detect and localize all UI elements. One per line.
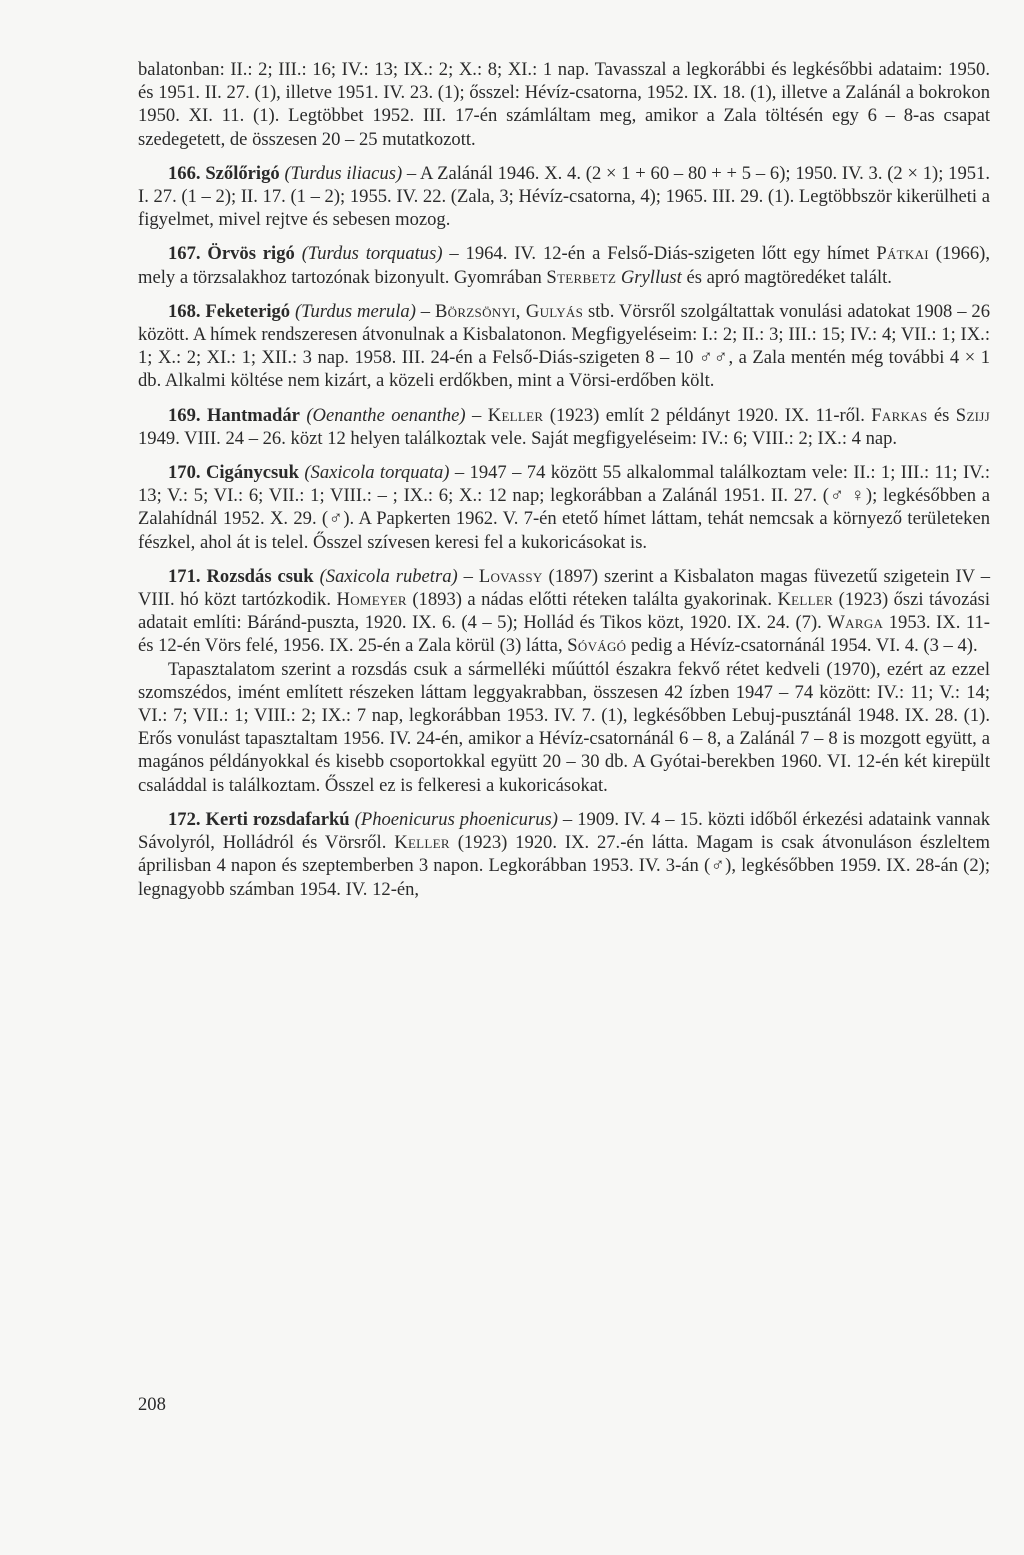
entry-text: – 1947 – 74 között 55 alkalommal találkoztam vele: II.: 1; III.: 11; IV.: 13; V.: 5; VI.: 6; VII.: 1; VIII.: – ; IX.: 6; X.: 12 nap; legkorábban a Zalánál 1951. II. 27. (♂ ♀); legkésőbben a Zalahídnál 1952. X. 29. (♂). A Papkerten 1962. V. 7-én etető hímet láttam, tehát nemcsak a környező területeken fészkel, ahol át is telel. Ősszel szívesen keresi fel a kukoricásokat is. xyxy=(138,462,991,553)
latin-name: (Turdus torquatus) xyxy=(301,243,443,265)
species-name: Cigánycsuk xyxy=(205,462,299,484)
author-name: Sóvágó xyxy=(567,635,627,657)
entry-text: és apró magtöredéket talált. xyxy=(681,266,892,288)
latin-term: Gryllust xyxy=(620,266,682,288)
latin-name: (Turdus merula) xyxy=(294,300,416,322)
entry-text: – 1909. IV. 4 – 15. közti időből érkezési adataink vannak Sávolyról, Holládról és Vörsről. xyxy=(138,808,990,854)
entry-text: (1966), mely a törzsalakhoz tartozónak bizonyult. Gyomrában xyxy=(138,243,990,288)
entry-text: – A Zalánál 1946. X. 4. (2 × 1 + 60 – 80 + + 5 – 6); 1950. IV. 3. (2 × 1); 1951. I. 27. (1 – 2); II. 17. (1 – 2); 1955. IV. 22. (Zala, 3; Hévíz-csatorna, 4); 1965. III. 29. (1). Legtöbbször kikerülheti a figyelmet, mivel rejtve és sebesen mozog. xyxy=(138,162,990,231)
entry-168 xyxy=(138,300,990,393)
author-name: Börzsönyi, Gulyás xyxy=(434,300,584,322)
entry-text: stb. Vörsről szolgáltattak vonulási adatokat 1908 – 26 között. A hímek rendszeresen átvonulnak a Kisbalatonon. Megfigyeléseim: I.: 2; II.: 3; III.: 15; IV.: 4; VII.: 1; IX.: 1; X.: 2; XI.: 1; XII.: 3 nap. 1958. III. 24-én a Felső-Diás-szigeten 8 – 10 ♂♂, a Zala mentén még további 4 × 1 db. Alkalmi költése nem kizárt, a közeli erdőkben, mint a Vörsi-erdőben költ. xyxy=(138,300,990,392)
entry-number: 170. xyxy=(168,462,201,484)
latin-name: (Saxicola torquata) xyxy=(304,462,450,484)
author-name: Sterbetz xyxy=(546,266,617,288)
entry-number: 171. xyxy=(168,565,201,587)
entry-text: (1923) 1920. IX. 27.-én látta. Magam is csak átvonuláson észleltem áprilisban 4 napon és szeptemberben 3 napon. Legkorábban 1953. IV. 3-án (♂), legkésőbben 1959. IX. 28-án (2); legnagyobb számban 1954. IV. 12-én, xyxy=(138,832,990,900)
entry-172 xyxy=(138,808,990,901)
page-number: 208 xyxy=(138,1394,166,1415)
entry-text: pedig a Hévíz-csatornánál 1954. VI. 4. (3 – 4). xyxy=(626,635,978,657)
entry-text: (1893) a nádas előtti réteken találta gyakorinak. xyxy=(406,589,778,611)
entry-text: (1923) őszi távozási adatait említi: Báránd-puszta, 1920. IX. 6. (4 – 5); Hollád és Tikos közt, 1920. IX. 24. (7). xyxy=(138,589,990,634)
continuation-paragraph: balatonban: II.: 2; III.: 16; IV.: 13; IX.: 2; X.: 8; XI.: 1 nap. Tavasszal a legkorábbi és legkésőbbi adataim: 1950. és 1951. II. 27. (1), illetve 1951. IV. 23. (1); ősszel: Hévíz-csatorna, 1952. IX. 18. (1), illetve a Zalánál a bokrokon 1950. XI. 11. (1). Legtöbbet 1952. III. 17-én számláltam meg, amikor a Zala töltésén egy 6 – 8-as csapat szedegetett, de összesen 20 – 25 mutatkozott. xyxy=(138,59,990,150)
species-name: Hantmadár xyxy=(206,404,300,426)
latin-name: (Saxicola rubetra) xyxy=(319,565,458,587)
entry-text: – 1964. IV. 12-én a Felső-Diás-szigeten lőtt egy hímet xyxy=(442,243,877,265)
entry-text: (1923) említ 2 példányt 1920. IX. 11-ről. xyxy=(543,404,872,426)
species-name: Feketerigó xyxy=(205,300,291,322)
entry-number: 167. xyxy=(168,243,201,265)
entry-text: és xyxy=(927,404,956,426)
latin-name: (Turdus iliacus) xyxy=(284,162,403,184)
entry-number: 168. xyxy=(168,300,201,322)
species-name: Rozsdás csuk xyxy=(206,565,314,587)
entry-number: 169. xyxy=(168,404,201,426)
author-name: Pátkai xyxy=(876,243,929,265)
species-name: Örvös rigó xyxy=(207,243,295,265)
author-name: Keller xyxy=(487,404,544,426)
entry-text: – xyxy=(415,300,435,322)
entry-171-continuation: Tapasztalatom szerint a rozsdás csuk a sármelléki műúttól északra fekvő rétet kedveli (1970), ezért az ezzel szomszédos, imént említett részeken láttam leggyakrabban, összesen 42 ízben 1947 – 74 között: IV.: 11; V.: 14; VI.: 7; VII.: 1; VIII.: 2; IX.: 7 nap, legkorábban 1953. IV. 7. (1), legkésőbben Lebuj-pusztánál 1948. IX. 28. (1). Erős vonulást tapasztaltam 1956. IV. 24-én, amikor a Hévíz-csatornánál 6 – 8, a Zalánál 7 – 8 is mozgott együtt, a magános példányokkal és kisebb csoportokkal együtt 20 – 30 db. A Gyótai-berekben 1960. VI. 12-én két kirepült családdal is találkoztam. Ősszel ez is felkeresi a kukoricásokat. xyxy=(138,658,990,796)
entry-text: 1949. VIII. 24 – 26. közt 12 helyen találkoztak vele. Saját megfigyeléseim: IV.: 6; VIII.: 2; IX.: 4 nap. xyxy=(138,427,898,449)
entry-167 xyxy=(138,242,990,288)
species-name: Kerti rozsdafarkú xyxy=(205,808,350,830)
entry-166 xyxy=(138,162,990,232)
entry-text: (1897) szerint a Kisbalaton magas füvezetű szigetein IV – VIII. hó közt tartózkodik. xyxy=(138,565,990,611)
author-name: Lovassy xyxy=(478,565,543,587)
entry-text: – xyxy=(465,404,488,426)
entry-169 xyxy=(138,404,990,450)
author-name: Keller xyxy=(394,832,450,854)
species-name: Szőlőrigó xyxy=(205,162,280,184)
entry-text: 1953. IX. 11- és 12-én Vörs felé, 1956. IX. 25-én a Zala körül (3) látta, xyxy=(138,612,990,657)
author-name: Keller xyxy=(777,589,834,611)
author-name: Szijj xyxy=(955,404,991,426)
author-name: Farkas xyxy=(871,404,928,426)
latin-name: (Phoenicurus phoenicurus) xyxy=(354,808,558,830)
entry-171 xyxy=(138,565,990,658)
latin-name: (Oenanthe oenanthe) xyxy=(306,404,466,426)
author-name: Homeyer xyxy=(336,589,407,611)
entry-number: 166. xyxy=(168,162,201,184)
entry-number: 172. xyxy=(168,808,201,830)
entry-text: – xyxy=(457,565,479,587)
author-name: Warga xyxy=(827,612,884,634)
entry-170 xyxy=(138,461,990,554)
